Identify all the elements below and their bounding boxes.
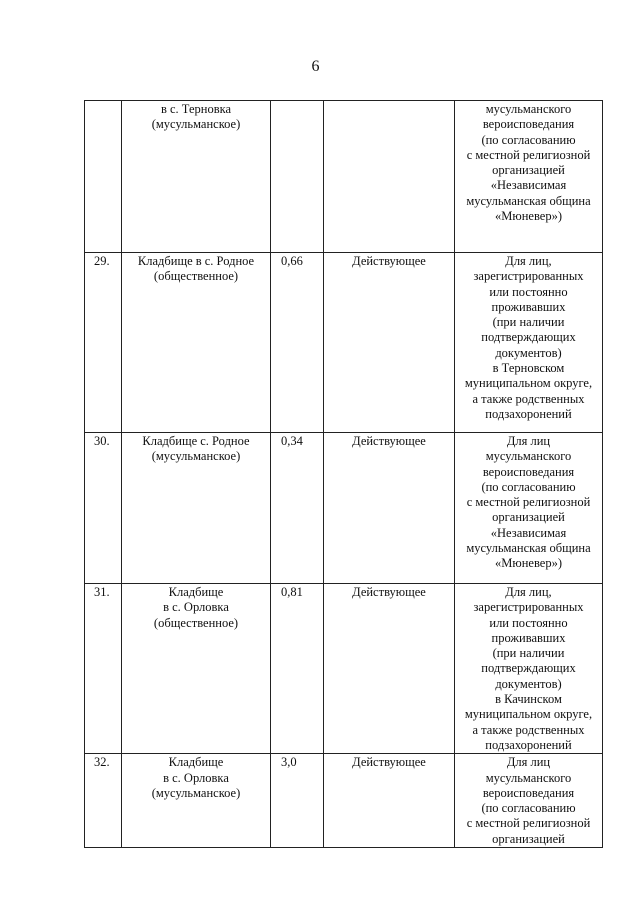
area-cell bbox=[271, 433, 324, 584]
purpose-line: «Независимая bbox=[490, 178, 567, 193]
purpose-line: «Независимая bbox=[490, 525, 567, 540]
registry-table-body bbox=[85, 101, 603, 848]
purpose-line: организацией bbox=[492, 163, 565, 178]
purpose-line: мусульманская община bbox=[466, 193, 591, 208]
purpose-line: (при наличии bbox=[492, 315, 565, 330]
purpose-line: документов) bbox=[495, 676, 562, 691]
status-cell bbox=[324, 433, 455, 584]
purpose-line: мусульманского bbox=[485, 102, 572, 116]
status-cell bbox=[324, 253, 455, 433]
status-cell bbox=[324, 584, 455, 754]
status-value: Действующее bbox=[352, 434, 426, 448]
area-value: 0,34 bbox=[281, 434, 303, 448]
purpose-line: Для лиц, bbox=[505, 254, 552, 268]
purpose-line: муниципальном округе, bbox=[464, 376, 593, 391]
purpose-line: Для лиц, bbox=[505, 585, 552, 599]
cemetery-name-line: Кладбище bbox=[168, 755, 224, 770]
cemetery-name-cell bbox=[122, 253, 271, 433]
purpose-line: документов) bbox=[495, 345, 562, 360]
purpose-line: подтверждающих bbox=[481, 330, 576, 345]
purpose-line: (по согласованию bbox=[481, 479, 576, 494]
cemetery-name-line: (общественное) bbox=[153, 269, 239, 284]
table-row bbox=[85, 433, 603, 584]
purpose-line: а также родственных bbox=[472, 391, 585, 406]
status-value: Действующее bbox=[352, 254, 426, 268]
purpose-line: (по согласованию bbox=[481, 801, 576, 816]
cemetery-name-line: в с. Орловка bbox=[163, 770, 229, 785]
purpose-line: Для лиц bbox=[506, 755, 551, 770]
purpose-line: муниципальном округе, bbox=[464, 707, 593, 722]
status-cell bbox=[324, 101, 455, 253]
area-value: 0,81 bbox=[281, 585, 303, 599]
purpose-line: подтверждающих bbox=[481, 661, 576, 676]
purpose-line: а также родственных bbox=[472, 722, 585, 737]
purpose-line: с местной религиозной bbox=[466, 147, 591, 162]
purpose-line: с местной религиозной bbox=[466, 816, 591, 831]
purpose-line: с местной религиозной bbox=[466, 495, 591, 510]
cemetery-name-cell bbox=[122, 101, 271, 253]
status-value: Действующее bbox=[352, 755, 426, 770]
purpose-line: «Мюневер») bbox=[495, 556, 562, 571]
row-number-cell bbox=[85, 584, 122, 754]
cemetery-name-line: Кладбище bbox=[168, 585, 224, 599]
purpose-line: в Качинском bbox=[495, 692, 562, 707]
table-row bbox=[85, 253, 603, 433]
purpose-line: подзахоронений bbox=[485, 737, 572, 752]
status-value: Действующее bbox=[352, 585, 426, 599]
purpose-line: мусульманская община bbox=[466, 541, 591, 556]
purpose-cell bbox=[455, 584, 603, 754]
purpose-line: или постоянно bbox=[489, 284, 568, 299]
purpose-line: или постоянно bbox=[489, 615, 568, 630]
table-row bbox=[85, 584, 603, 754]
cemetery-name-cell bbox=[122, 584, 271, 754]
purpose-line: мусульманского bbox=[485, 449, 572, 464]
row-number: 31. bbox=[94, 585, 110, 599]
purpose-line: проживавших bbox=[491, 299, 566, 314]
purpose-line: подзахоронений bbox=[485, 406, 572, 421]
cemetery-name-line: (мусульманское) bbox=[151, 785, 241, 800]
purpose-line: вероисповедания bbox=[482, 785, 575, 800]
cemetery-name-cell bbox=[122, 433, 271, 584]
purpose-line: вероисповедания bbox=[482, 464, 575, 479]
purpose-line: в Терновском bbox=[492, 361, 565, 376]
row-number-cell bbox=[85, 754, 122, 848]
row-number-cell bbox=[85, 101, 122, 253]
purpose-line: «Мюневер») bbox=[495, 209, 562, 224]
cemetery-name-line: в с. Орловка bbox=[163, 600, 229, 615]
area-cell bbox=[271, 253, 324, 433]
status-cell bbox=[324, 754, 455, 848]
purpose-line: мусульманского bbox=[485, 770, 572, 785]
cemetery-name-line: Кладбище с. Родное bbox=[142, 434, 250, 448]
cemetery-name-line: в с. Терновка bbox=[160, 102, 232, 116]
area-value: 3,0 bbox=[281, 755, 297, 770]
area-cell bbox=[271, 754, 324, 848]
purpose-cell bbox=[455, 253, 603, 433]
purpose-line: проживавших bbox=[491, 630, 566, 645]
purpose-cell bbox=[455, 754, 603, 848]
purpose-line: организацией bbox=[492, 831, 565, 846]
purpose-line: Для лиц bbox=[506, 434, 551, 448]
area-cell bbox=[271, 101, 324, 253]
row-number: 30. bbox=[94, 434, 110, 448]
purpose-line: зарегистрированных bbox=[473, 269, 584, 284]
area-cell bbox=[271, 584, 324, 754]
cemetery-name-line: (общественное) bbox=[153, 615, 239, 630]
page-number: 6 bbox=[311, 58, 320, 75]
row-number: 32. bbox=[94, 755, 110, 770]
row-number-cell bbox=[85, 253, 122, 433]
purpose-cell bbox=[455, 433, 603, 584]
purpose-line: зарегистрированных bbox=[473, 600, 584, 615]
area-value: 0,66 bbox=[281, 254, 303, 268]
purpose-line: (по согласованию bbox=[481, 132, 576, 147]
purpose-cell bbox=[455, 101, 603, 253]
cemetery-name-line: Кладбище в с. Родное bbox=[137, 254, 255, 268]
purpose-line: вероисповедания bbox=[482, 117, 575, 132]
table-row bbox=[85, 101, 603, 253]
cemetery-name-line: (мусульманское) bbox=[151, 449, 241, 464]
cemetery-registry-table bbox=[84, 100, 603, 848]
purpose-line: организацией bbox=[492, 510, 565, 525]
cemetery-name-line: (мусульманское) bbox=[151, 117, 241, 132]
purpose-line: (при наличии bbox=[492, 646, 565, 661]
table-row bbox=[85, 754, 603, 848]
row-number-cell bbox=[85, 433, 122, 584]
cemetery-name-cell bbox=[122, 754, 271, 848]
row-number: 29. bbox=[94, 254, 110, 268]
